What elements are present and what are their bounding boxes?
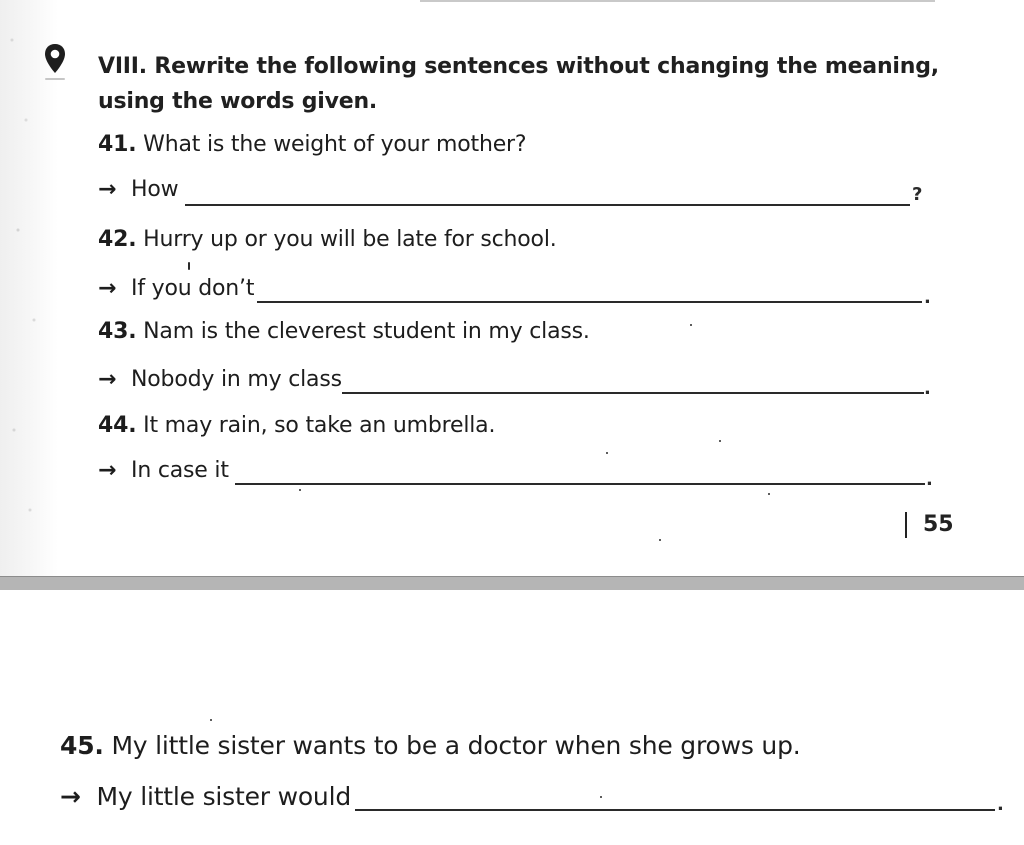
question-44	[98, 412, 495, 440]
answer-lead: In case it	[131, 458, 229, 483]
bottom-page	[0, 590, 1024, 845]
paper-dot	[299, 489, 301, 491]
arrow-icon: →	[98, 458, 117, 483]
question-41	[98, 131, 526, 159]
question-prompt: Hurry up or you will be late for school.	[143, 227, 557, 252]
paper-dot	[606, 452, 608, 454]
answer-blank-45[interactable]	[355, 809, 995, 811]
question-number: 43.	[98, 319, 137, 344]
question-number: 42.	[98, 227, 137, 252]
paper-dot	[690, 324, 692, 326]
answer-ending: .	[997, 794, 1004, 815]
question-45	[60, 730, 800, 762]
question-number: 41.	[98, 132, 137, 157]
section-heading: VIII. Rewrite the following sentences without changing the meaning, using the words given.	[98, 54, 939, 114]
answer-lead: My little sister would	[96, 782, 351, 811]
question-number: 44.	[98, 413, 137, 438]
page-margin-texture	[0, 0, 58, 576]
answer-line-42	[98, 275, 254, 303]
arrow-icon: →	[98, 276, 117, 301]
answer-ending: .	[926, 469, 933, 490]
answer-ending: .	[924, 378, 931, 399]
answer-ending: .	[924, 287, 931, 308]
page-number-block	[905, 512, 965, 540]
answer-line-44	[98, 457, 229, 485]
answer-blank-41[interactable]	[185, 204, 910, 206]
answer-ending: ?	[912, 184, 923, 205]
answer-line-45	[60, 781, 351, 813]
paper-dot	[659, 539, 661, 541]
question-prompt: My little sister wants to be a doctor when she grows up.	[111, 731, 801, 760]
paper-dot	[768, 493, 770, 495]
location-pin-icon	[43, 43, 67, 83]
answer-lead: How	[131, 177, 179, 202]
top-rule	[420, 0, 935, 2]
answer-lead: Nobody in my class	[131, 367, 342, 392]
answer-blank-44[interactable]	[235, 483, 925, 485]
page-number-divider	[905, 512, 907, 538]
question-43	[98, 318, 590, 346]
answer-lead: If you don’t	[131, 276, 255, 301]
question-number: 45.	[60, 731, 104, 760]
answer-line-43	[98, 366, 342, 394]
page-number: 55	[923, 512, 954, 537]
arrow-icon: →	[98, 177, 117, 202]
answer-blank-42[interactable]	[257, 301, 922, 303]
arrow-icon: →	[98, 367, 117, 392]
arrow-icon: →	[60, 782, 81, 811]
question-42	[98, 226, 557, 254]
question-prompt: It may rain, so take an umbrella.	[143, 413, 496, 438]
question-prompt: Nam is the cleverest student in my class.	[143, 319, 590, 344]
paper-mark	[188, 262, 190, 270]
paper-dot	[600, 796, 602, 798]
paper-dot	[210, 719, 212, 721]
question-prompt: What is the weight of your mother?	[143, 132, 527, 157]
answer-blank-43[interactable]	[342, 392, 924, 394]
paper-dot	[719, 440, 721, 442]
answer-line-41	[98, 176, 178, 204]
